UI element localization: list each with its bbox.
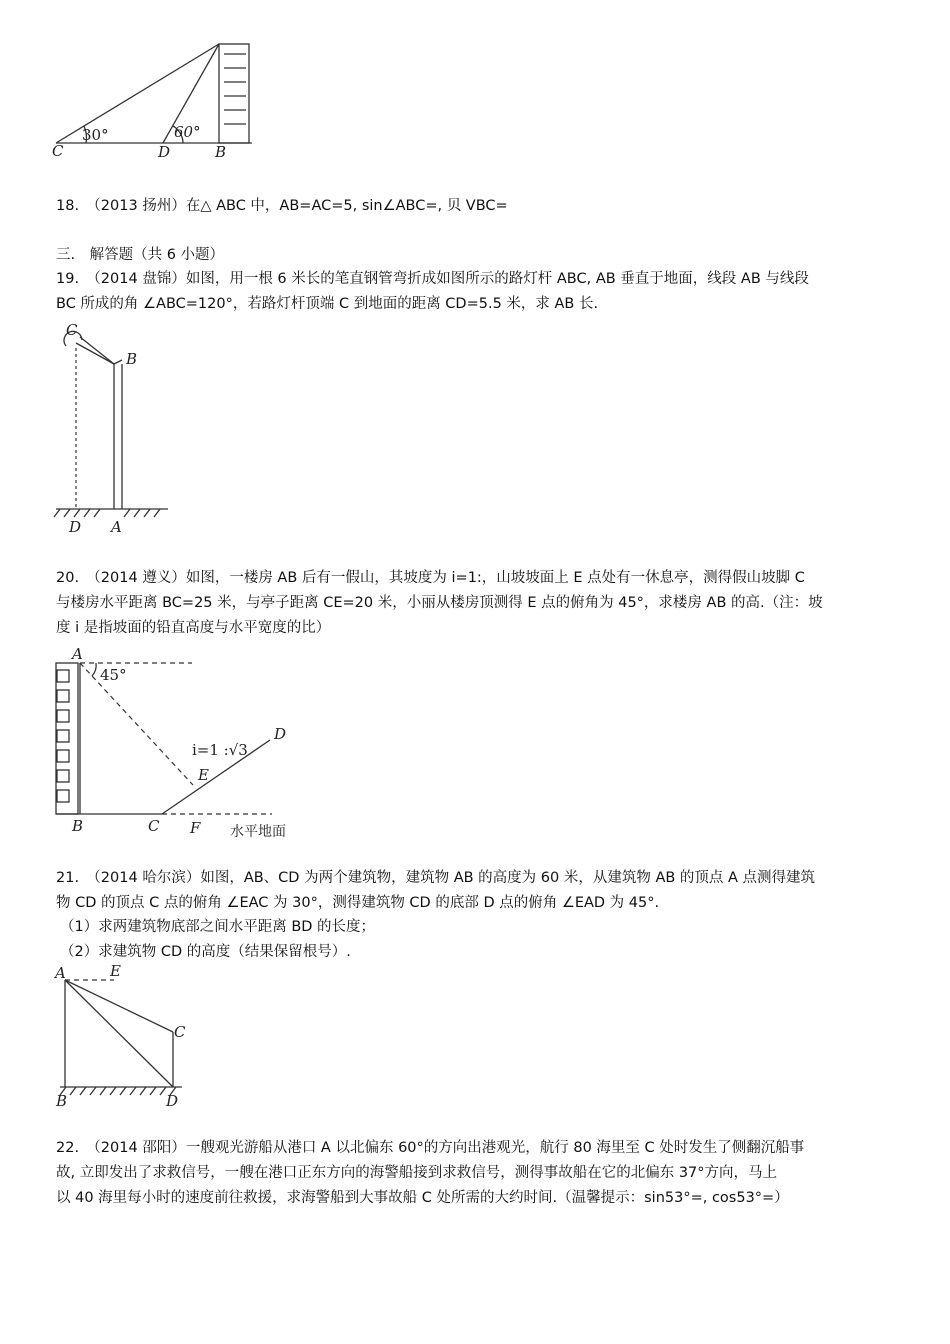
angle-45-label: 45° (100, 666, 127, 684)
figure-17 (52, 40, 262, 160)
question-20-line3: 度 i 是指坡面的铅直高度与水平宽度的比） (56, 620, 331, 636)
question-21-line1: 21. （2014 哈尔滨）如图，AB、CD 为两个建筑物，建筑物 AB 的高度为 60 米，从建筑物 AB 的顶点 A 点测得建筑 (56, 870, 816, 886)
point-b-label: B (56, 1092, 68, 1110)
question-20-line2: 与楼房水平距离 BC=25 米，与亭子距离 CE=20 米，小丽从楼房顶测得 E 点的俯角为 45°，求楼房 AB 的高.（注：坡 (56, 595, 823, 611)
point-d-label: D (274, 725, 287, 743)
point-c-label: C (52, 142, 64, 160)
question-18: 18. （2013 扬州）在△ ABC 中，AB=AC=5, sin∠ABC=, 贝 VBC= (56, 198, 508, 214)
point-b-label: B (126, 350, 138, 368)
question-19-line2: BC 所成的角 ∠ABC=120°，若路灯杆顶端 C 到地面的距离 CD=5.5 米，求 AB 长. (56, 296, 599, 312)
question-22-line1: 22. （2014 邵阳）一艘观光游船从港口 A 以北偏东 60°的方向出港观光，航行 80 海里至 C 处时发生了侧翻沉船事 (56, 1140, 805, 1156)
question-19-line1: 19. （2014 盘锦）如图，用一根 6 米长的笔直钢管弯折成如图所示的路灯杆 ABC, AB 垂直于地面，线段 AB 与线段 (56, 271, 809, 287)
point-a-label: A (55, 964, 66, 982)
slope-ratio-label: i=1 :√3 (192, 741, 248, 759)
section-heading: 三. 解答题（共 6 小题） (56, 247, 225, 263)
point-c-label: C (148, 817, 160, 835)
question-21-sub1: （1）求两建筑物底部之间水平距离 BD 的长度； (60, 919, 376, 935)
question-22-line3: 以 40 海里每小时的速度前往救援，求海警船到大事故船 C 处所需的大约时间.（温馨提示：sin53°=, cos53°=） (56, 1190, 789, 1206)
point-c-label: C (66, 321, 78, 339)
point-d-label: D (166, 1092, 179, 1110)
figure-20 (52, 645, 312, 845)
point-a-label: A (111, 518, 122, 536)
figure-21 (52, 962, 202, 1114)
angle-60-label: 60° (174, 123, 201, 141)
point-e-label: E (110, 962, 121, 980)
point-e-label: E (198, 766, 209, 784)
point-d-label: D (69, 518, 82, 536)
point-b-label: B (72, 817, 84, 835)
figure-19 (52, 318, 182, 538)
horizontal-ground-label: 水平地面 (230, 824, 286, 840)
question-22-line2: 故, 立即发出了求救信号，一艘在港口正东方向的海警船接到求救信号，测得事故船在它的北偏东 37°方向，马上 (56, 1165, 778, 1181)
angle-30-label: 30° (82, 126, 109, 144)
point-f-label: F (190, 819, 201, 837)
question-20-line1: 20. （2014 遵义）如图，一楼房 AB 后有一假山，其坡度为 i=1:，山坡坡面上 E 点处有一休息亭，测得假山坡脚 C (56, 570, 805, 586)
question-21-line2: 物 CD 的顶点 C 点的俯角 ∠EAC 为 30°，测得建筑物 CD 的底部 D 点的俯角 ∠EAD 为 45°. (56, 895, 660, 911)
point-d-label: D (158, 143, 171, 160)
point-c-label: C (174, 1023, 186, 1041)
point-b-label: B (215, 143, 227, 160)
question-21-sub2: （2）求建筑物 CD 的高度（结果保留根号）. (60, 944, 351, 960)
point-a-label: A (72, 645, 83, 663)
